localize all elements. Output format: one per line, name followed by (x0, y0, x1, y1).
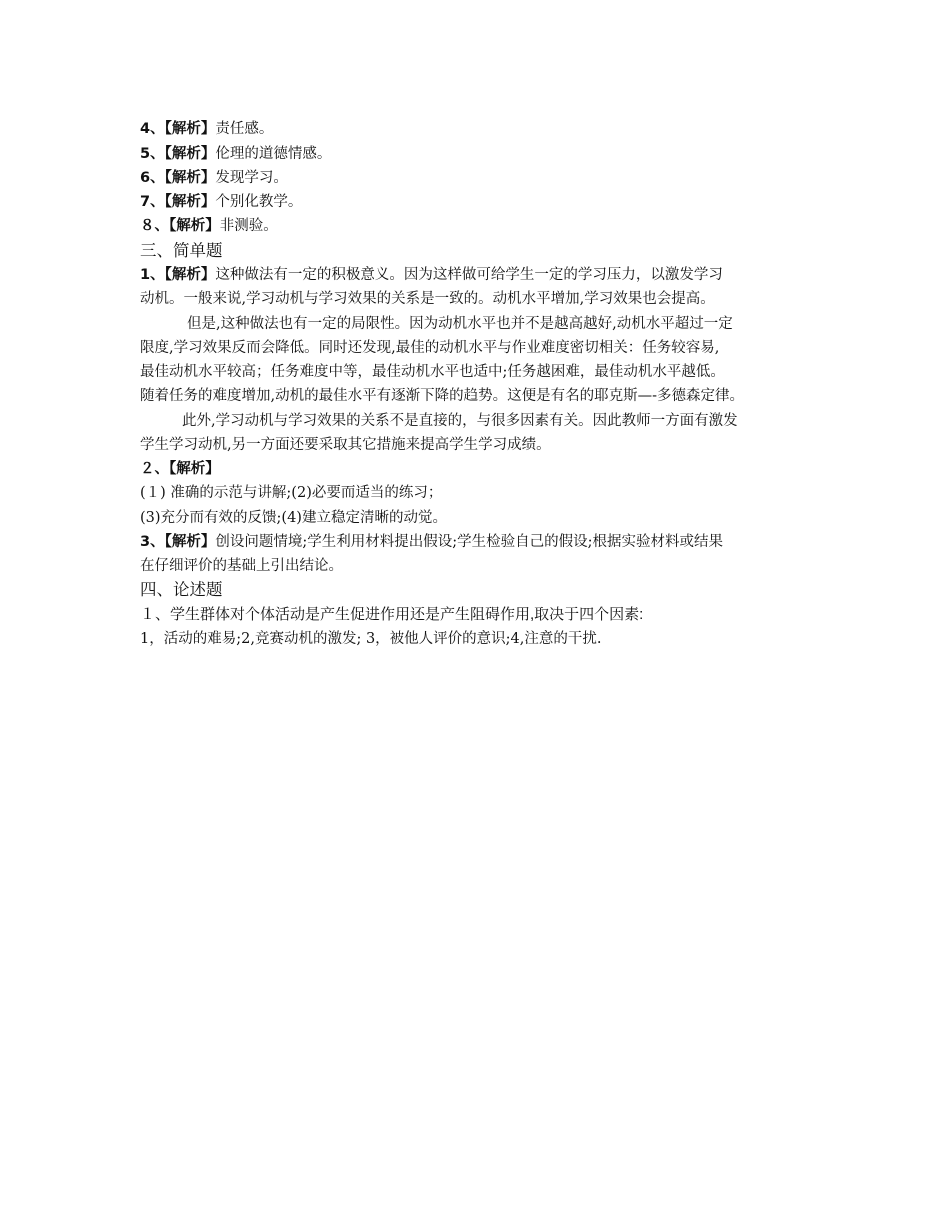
item-number: 1、 (140, 267, 165, 283)
analysis-tag: 【解析】 (164, 534, 216, 550)
q1-line-5: 最佳动机水平较高；任务难度中等，最佳动机水平也适中;任务越困难，最佳动机水平越低。 (140, 364, 725, 380)
answer-item-7 (140, 190, 302, 214)
item-number: ８、 (140, 218, 169, 234)
answer-text: 责任感。 (215, 121, 274, 137)
analysis-tag: 【解析】 (164, 267, 216, 283)
q2-line-1: (１) 准确的示范与讲解;(2)必要而适当的练习； (140, 485, 443, 501)
analysis-tag: 【解析】 (169, 461, 220, 477)
item-number: 5、 (140, 146, 165, 162)
q1-line-2: 动机。一般来说,学习动机与学习效果的关系是一致的。动机水平增加,学习效果也会提高。 (140, 291, 715, 307)
q3-line-2: 在仔细评价的基础上引出结论。 (140, 558, 343, 574)
q2-line-2: (3)充分而有效的反馈;(4)建立稳定清晰的动觉。 (140, 510, 447, 526)
item-number: 7、 (140, 194, 165, 210)
q1-line-1 (140, 263, 723, 287)
answer-text: 非测验。 (219, 218, 278, 234)
answer-item-8 (140, 214, 278, 238)
q1-line-6: 随着任务的难度增加,动机的最佳水平有逐渐下降的趋势。这便是有名的耶克斯—-多德森定律。 (140, 388, 745, 404)
answer-text: 这种做法有一定的积极意义。因为这样做可给学生一定的学习压力，以激发学习 (215, 267, 723, 283)
q1-line-8: 学生学习动机,另一方面还要采取其它措施来提高学生学习成绩。 (140, 437, 551, 453)
item-number: 3、 (140, 534, 165, 550)
section-4-heading: 四、论述题 (140, 580, 223, 599)
analysis-tag: 【解析】 (164, 121, 216, 137)
analysis-tag: 【解析】 (164, 146, 216, 162)
answer-text: 个别化教学。 (215, 194, 303, 210)
q1-line-3: 但是,这种做法也有一定的局限性。因为动机水平也并不是越高越好,动机水平超过一定 (187, 316, 733, 332)
answer-text: 创设问题情境;学生利用材料提出假设;学生检验自己的假设;根据实验材料或结果 (215, 534, 723, 550)
answer-text: 发现学习。 (215, 170, 288, 186)
item-number: 4、 (140, 121, 165, 137)
section-3-heading: 三、简单题 (140, 241, 223, 260)
essay-line-2: 1，活动的难易;2,竞赛动机的激发; 3，被他人评价的意识;4,注意的干扰. (140, 631, 602, 647)
answer-item-6 (140, 166, 288, 190)
q1-line-4: 限度,学习效果反而会降低。同时还发现,最佳的动机水平与作业难度密切相关：任务较容易, (140, 340, 720, 356)
analysis-tag: 【解析】 (164, 194, 216, 210)
answer-item-4 (140, 117, 273, 141)
answer-text: 伦理的道德情感。 (215, 146, 332, 162)
item-number: 6、 (140, 170, 165, 186)
q3-line-1 (140, 530, 723, 554)
analysis-tag: 【解析】 (169, 218, 220, 234)
essay-line-1: １、学生群体对个体活动是产生促进作用还是产生阻碍作用,取决于四个因素: (140, 606, 644, 623)
q2-header (140, 457, 220, 481)
answer-item-5 (140, 142, 331, 166)
analysis-tag: 【解析】 (164, 170, 216, 186)
q1-line-7: 此外,学习动机与学习效果的关系不是直接的，与很多因素有关。因此教师一方面有激发 (182, 413, 738, 429)
item-number: ２、 (140, 461, 169, 477)
